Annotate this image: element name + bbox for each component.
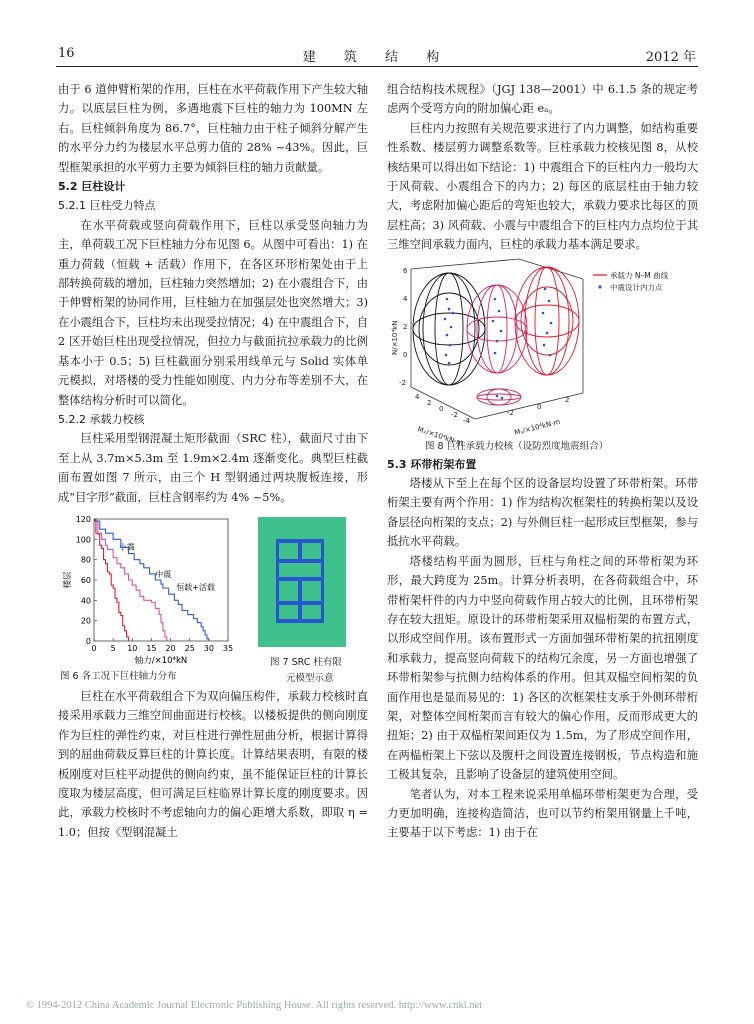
section-heading: 5.2 巨柱设计: [58, 180, 126, 194]
fig6-x-tick-label: 15: [146, 643, 157, 653]
fig6-x-tick-label: 20: [165, 643, 176, 653]
fig6-y-axis-label: 楼层: [63, 571, 73, 589]
fig6-x-tick-label: 35: [222, 643, 234, 653]
fig7-src-column-model: [258, 517, 346, 647]
fig6-x-tick-label: 0: [91, 643, 97, 653]
fig6-x-axis-label: 轴力/×10⁴kN: [134, 655, 188, 666]
paragraph: 巨柱内力按照有关规范要求进行了内力调整，如结构重要性系数、楼层剪力调整系数等。巨柱承载力校核见图 8，从校核结果可以得出如下结论：1) 中震组合下的巨柱内力一般均大于风荷载、小震组合下的内力；2) 每区的底层柱由于轴力较大，考虑附加偏心距后的弯矩也较大，承载力要求比每区的顶层柱高；3) 风荷载、小震与中震组合下的巨柱内力点均位于其三维空间承载力面内，巨柱的承载力基本满足要求。: [387, 121, 698, 252]
fig6-x-tick-label: 5: [110, 643, 116, 653]
paragraph: 组合结构技术规程》（JGJ 138—2001）中 6.1.5 条的规定考虑两个受弯方向的附加偏心距 eₐ。: [387, 83, 698, 116]
fig8-surface-black: [413, 273, 485, 385]
fig6-x-tick-label: 10: [127, 643, 138, 653]
fig6-series-line: [94, 521, 167, 641]
paragraph: 由于 6 道伸臂桁架的作用，巨柱在水平荷载作用下产生较大轴力。以底层巨柱为例，多遇地震下巨柱的轴力为 100MN 左右。巨柱倾斜角度为 86.7°，巨柱轴力由于柱子倾斜分解产生的水平分力约为楼层水平总剪力值的 28% ~43%。因此，巨型框架承担的水平剪力主要为倾斜巨柱的轴力贡献量。: [58, 83, 368, 174]
fig8-surface-bottom: [477, 389, 521, 405]
fig8-surface-red: [515, 267, 579, 375]
fig8-mx-tick: -4: [463, 416, 470, 425]
copyright-footer: © 1994-2012 China Academic Journal Electronic Publishing House. All rights reserved. http://www.cnki.net: [26, 1000, 483, 1011]
paragraph: 塔楼从下至上在每个区的设备层均设置了环带桁架。环带桁架主要有两个作用：1) 作为结构次框架柱的转换桁架以及设备层径向桁架的支点；2) 与外侧巨柱一起形成巨型框架，参与抵抗水平荷载。: [387, 477, 698, 549]
fig8-my-tick: 0: [537, 402, 542, 411]
page-header: [0, 46, 754, 66]
fig8-z-tick: 4: [403, 294, 408, 303]
fig7-caption-line2: 元模型示意: [286, 672, 334, 684]
fig8-mx-tick: 2: [427, 398, 432, 407]
fig6-x-tick-label: 25: [184, 643, 195, 653]
fig6-series-label: 中震: [155, 569, 172, 579]
subsection-heading: 5.2.2 承载力校核: [58, 412, 145, 426]
fig6-y-tick-label: 40: [80, 596, 91, 606]
journal-title: 建 筑 结 构: [302, 50, 452, 65]
fig6-y-tick-label: 100: [75, 535, 91, 545]
fig6-y-tick-label: 20: [80, 616, 91, 626]
right-column: [387, 80, 698, 843]
fig8-mx-tick: 4: [415, 392, 420, 401]
section-heading: 5.3 环带桁架布置: [387, 457, 477, 471]
fig8-z-tick: 6: [403, 266, 408, 275]
fig6-series-line: [94, 520, 128, 641]
fig6-y-tick-label: 80: [80, 555, 91, 565]
page-number: 16: [58, 46, 75, 61]
fig8-my-tick: -2: [507, 408, 514, 417]
paragraph: 巨柱采用型钢混凝土矩形截面（SRC 柱），截面尺寸由下至上从 3.7m×5.3m 至 1.9m×2.4m 逐渐变化。典型巨柱截面布置如图 7 所示，由三个 H 型钢通过两块腹板连接，形成“目字形”截面，巨柱含钢率约为 4% ~5%。: [58, 432, 368, 504]
fig8-my-label: Mᵧ/×10⁴kN·m: [513, 417, 562, 437]
year: 2012 年: [645, 50, 696, 65]
fig8-mx-tick: 0: [439, 404, 444, 413]
fig8-z-tick: 0: [403, 350, 408, 359]
fig6-y-tick-label: 0: [85, 636, 91, 646]
fig7-caption-line1: 图 7 SRC 柱有限: [270, 656, 342, 668]
fig6-caption: 图 6 各工况下巨柱轴力分布: [60, 670, 177, 682]
fig8-mx-tick: -2: [451, 410, 458, 419]
paragraph: 塔楼结构平面为圆形，巨柱与角柱之间的环带桁架为环形，最大跨度为 25m。计算分析表明，在各荷载组合中，环带桁架杆件的内力中竖向荷载作用占较大的比例，且环带桁架存在较大扭矩。原设计的环带桁架采用双榀桁架的布置方式，以形成空间作用。该布置形式一方面加强环带桁架的抗扭刚度和承载力，提高竖向荷载下的结构冗余度，另一方面也增强了环带桁架参与抗侧力结构体系的作用。但其双榀空间桁架的负面作用也是显而易见的：1) 各区的次框架柱支承于外侧环带桁架，对整体空间桁架而言有较大的偏心作用，反而形成更大的扭矩；2) 由于双榀桁架间距仅为 1.5m，为了形成空间作用，在两榀桁架上下弦以及腹杆之间设置连接钢板，节点构造和施工极其复杂，且影响了设备层的建筑使用空间。: [387, 554, 698, 782]
fig8-my-tick: 2: [565, 395, 570, 404]
fig8-z-tick: -2: [399, 378, 406, 387]
subsection-heading: 5.2.1 巨柱受力特点: [58, 199, 156, 213]
figure-8: [387, 259, 698, 455]
fig6-y-tick-label: 60: [80, 575, 91, 585]
fig8-z-label: N/×10⁴kN: [391, 320, 399, 355]
header-rule: [56, 66, 698, 67]
fig6-series-label: 小震: [118, 542, 135, 552]
figures-6-7: [58, 511, 368, 687]
fig6-axial-force-chart: [58, 511, 236, 666]
paragraph: 巨柱在水平荷载组合下为双向偏压构件，承载力校核时直接采用承载力三维空间曲面进行校核。以楼板提供的侧向刚度作为巨柱的弹性约束，对巨柱进行弹性屈曲分析，根据计算得到的屈曲荷载反算巨柱的计算长度。计算结果表明，有限的楼板刚度对巨柱平动提供的侧向约束，虽不能保证巨柱的计算长度取为楼层高度，但可满足巨柱临界计算长度的刚度要求。因此，承载力校核时不考虑轴向力的偏心距增大系数，即取 η = 1.0；但按《型钢混凝土: [58, 689, 368, 839]
fig8-capacity-surfaces: [413, 267, 579, 405]
fig8-z-tick: 2: [403, 322, 408, 331]
fig6-y-tick-label: 120: [75, 514, 91, 524]
left-column: [58, 80, 368, 842]
fig8-legend: [593, 270, 669, 292]
fig8-legend-points: 中震设计内力点: [610, 282, 663, 292]
fig6-series-label: 恒载+活载: [176, 583, 216, 593]
paragraph: 在水平荷载或竖向荷载作用下，巨柱以承受竖向轴力为主，单荷载工况下巨柱轴力分布见图 6。从图中可看出：1) 在重力荷载（恒载 + 活载）作用下，在各区环形桁架处由于上部转换荷载的增加，巨柱轴力突然增加；2) 在小震组合下，由于伸臂桁架的协同作用，巨柱轴力在加强层处也突然增大；3) 在小震组合下，巨柱均未出现受拉情况；4) 在中震组合下，自 2 区开始巨柱出现受拉情况，但拉力与截面抗拉承载力的比例基本小于 0.5；5) 巨柱截面分别采用线单元与 Solid 实体单元模拟，对塔楼的受力性能如刚度、内力分布等差别不大，在整体结构分析时可以简化。: [58, 218, 368, 407]
fig6-x-tick-label: 30: [203, 643, 214, 653]
paragraph: 笔者认为，对本工程来说采用单榀环带桁架更为合理，受力更加明确，连接构造简洁，也可以节约桁架用钢量上千吨，主要基于以下考虑：1) 由于在: [387, 787, 698, 840]
fig8-caption: 图 8 巨柱承载力校核（设防烈度地震组合）: [425, 440, 609, 452]
fig8-legend-curve: 承载力 N–M 曲线: [610, 270, 669, 280]
fig8-mx-label: Mₓ/×10⁴kN·m: [416, 424, 464, 448]
